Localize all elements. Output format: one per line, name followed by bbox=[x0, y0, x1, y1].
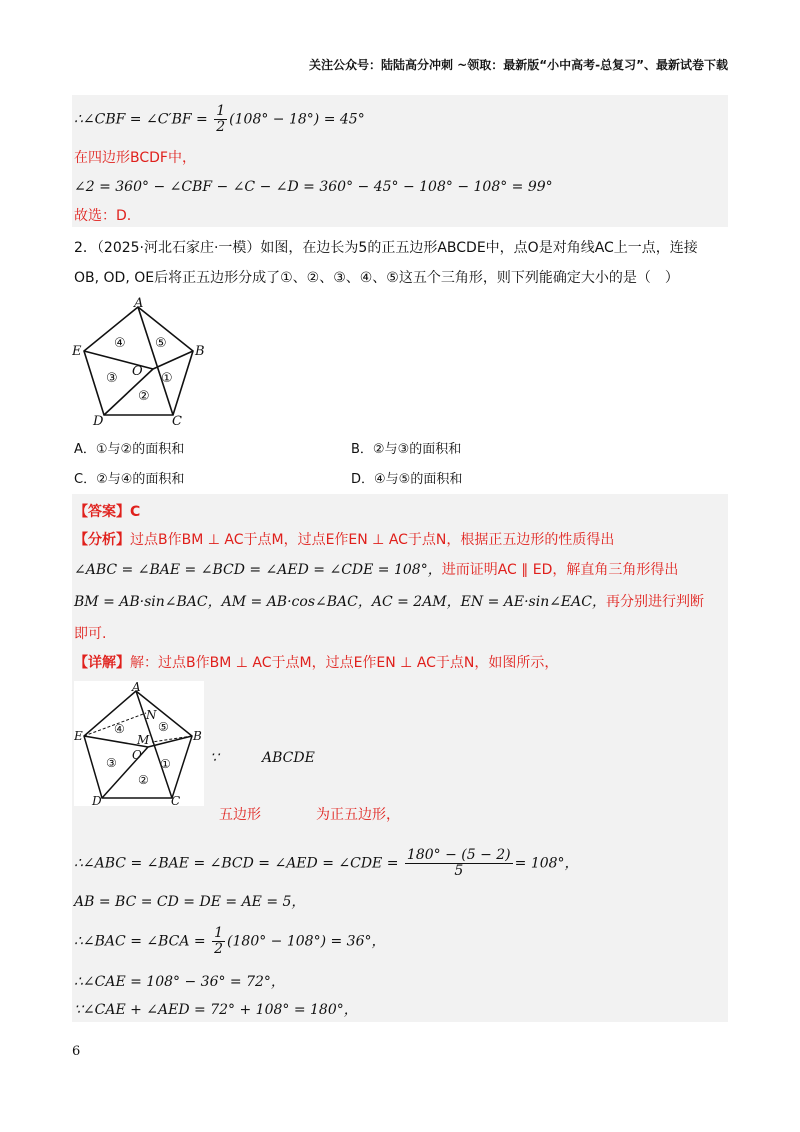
label-A: A bbox=[134, 297, 144, 311]
prev-line-4: 故选：D. bbox=[74, 208, 132, 224]
prev-line-2: 在四边形BCDF中， bbox=[74, 150, 196, 166]
analysis-text-1: 过点B作BM ⊥ AC于点M，过点E作EN ⊥ AC于点N，根据正五边形的性质得出 bbox=[130, 532, 615, 548]
abcde-label: ABCDE bbox=[262, 750, 315, 766]
fig2-region-2: ② bbox=[138, 773, 149, 787]
detail-2-tail: = 108°， bbox=[514, 855, 579, 872]
detail-4-tail: (180° − 108°) = 36°， bbox=[227, 933, 386, 950]
region-3: ③ bbox=[106, 371, 118, 386]
region-1: ① bbox=[161, 371, 173, 386]
prev-line-3: ∠2 = 360° − ∠CBF − ∠C − ∠D = 360° − 45° − 108° − 108° = 99° bbox=[74, 179, 553, 195]
fig2-region-1: ① bbox=[160, 757, 171, 771]
option-d: D．④与⑤的面积和 bbox=[351, 472, 463, 487]
detail-line-3: AB = BC = CD = DE = AE = 5， bbox=[74, 894, 306, 910]
fig2-label-E: E bbox=[74, 729, 83, 743]
fig2-label-B: B bbox=[193, 729, 202, 743]
prev-line-1-tail: (108° − 18°) = 45° bbox=[229, 111, 365, 128]
analysis-math-2: ∠ABC = ∠BAE = ∠BCD = ∠AED = ∠CDE = 108°， bbox=[74, 562, 442, 578]
detail-line-6: ∵∠CAE + ∠AED = 72° + 108° = 180°， bbox=[74, 1002, 358, 1018]
fig2-label-C: C bbox=[171, 794, 181, 806]
because-symbol: ∵ bbox=[210, 750, 219, 766]
detail-tag: 【详解】 bbox=[74, 655, 130, 671]
prev-line-1-lhs: ∴∠CBF = ∠C′BF = bbox=[74, 111, 213, 128]
detail-2-lhs: ∴∠ABC = ∠BAE = ∠BCD = ∠AED = ∠CDE = bbox=[74, 855, 403, 872]
label-B: B bbox=[195, 344, 205, 359]
answer-tag: 【答案】 bbox=[74, 504, 130, 520]
detail-line-4 bbox=[74, 926, 386, 957]
fraction-half bbox=[214, 104, 227, 135]
fraction-denominator: 2 bbox=[216, 119, 226, 135]
analysis-tag: 【分析】 bbox=[74, 532, 130, 548]
fig2-label-N: N bbox=[146, 708, 157, 722]
region-4: ④ bbox=[114, 336, 126, 351]
fig2-label-A: A bbox=[132, 681, 141, 694]
pentagon-figure bbox=[72, 297, 212, 427]
fig2-label-D: D bbox=[92, 794, 102, 806]
half-numerator: 1 bbox=[214, 925, 224, 941]
label-O: O bbox=[132, 364, 143, 379]
fraction-numerator: 1 bbox=[216, 103, 226, 119]
detail-4-lhs: ∴∠BAC = ∠BCA = bbox=[74, 933, 211, 950]
detail-line-1 bbox=[74, 653, 558, 673]
analysis-line-1 bbox=[74, 530, 614, 550]
label-C: C bbox=[172, 414, 182, 427]
question-stem-line-1: 2．（2025·河北石家庄·一模）如图，在边长为5的正五边形ABCDE中，点O是对角线AC上一点，连接 bbox=[74, 240, 698, 256]
detail-line-5: ∴∠CAE = 108° − 36° = 72°， bbox=[74, 974, 285, 990]
analysis-line-2 bbox=[74, 560, 678, 580]
detail-text-1: 解：过点B作BM ⊥ AC于点M，过点E作EN ⊥ AC于点N，如图所示， bbox=[130, 655, 559, 671]
analysis-math-3: BM = AB·sin∠BAC，AM = AB·cos∠BAC，AC = 2AM，EN = AE·sin∠EAC， bbox=[74, 594, 606, 610]
label-D: D bbox=[93, 414, 104, 427]
analysis-text-2: 进而证明AC ∥ ED，解直角三角形得出 bbox=[441, 562, 679, 578]
fig2-region-4: ④ bbox=[114, 722, 125, 736]
prev-line-1 bbox=[74, 104, 365, 135]
interior-angle-denominator: 5 bbox=[454, 863, 464, 879]
detail-line-2 bbox=[74, 848, 579, 879]
fig2-label-M: M bbox=[137, 733, 150, 747]
option-c: C．②与④的面积和 bbox=[74, 472, 185, 487]
fig2-region-3: ③ bbox=[106, 756, 117, 770]
fig2-label-O: O bbox=[132, 748, 142, 762]
analysis-text-3: 再分别进行判断 bbox=[605, 594, 704, 610]
option-a: A．①与②的面积和 bbox=[74, 442, 185, 457]
analysis-line-3 bbox=[74, 592, 704, 612]
fig2-region-5: ⑤ bbox=[158, 720, 169, 734]
label-E: E bbox=[72, 344, 82, 359]
page-header: 关注公众号：陆陆高分冲刺 ~领取：最新版“小中高考-总复习”、最新试卷下载 bbox=[309, 58, 728, 72]
page-number: 6 bbox=[72, 1044, 81, 1059]
pentagon-figure-with-heights bbox=[74, 681, 204, 806]
analysis-line-4: 即可. bbox=[74, 626, 107, 642]
region-2: ② bbox=[138, 389, 150, 404]
option-b: B．②与③的面积和 bbox=[351, 442, 462, 457]
answer-line bbox=[74, 502, 140, 522]
interior-angle-numerator: 180° − (5 − 2) bbox=[406, 847, 511, 863]
answer-value: C bbox=[130, 504, 141, 520]
regular-pentagon-text: 为正五边形， bbox=[316, 807, 400, 823]
half-fraction bbox=[212, 926, 225, 957]
half-denominator: 2 bbox=[214, 941, 224, 957]
pentagon-word: 五边形 bbox=[219, 807, 261, 823]
region-5: ⑤ bbox=[155, 336, 167, 351]
interior-angle-fraction bbox=[405, 848, 513, 879]
question-stem-line-2: OB, OD, OE后将正五边形分成了①、②、③、④、⑤这五个三角形，则下列能确定大小的是（ ） bbox=[74, 270, 679, 286]
